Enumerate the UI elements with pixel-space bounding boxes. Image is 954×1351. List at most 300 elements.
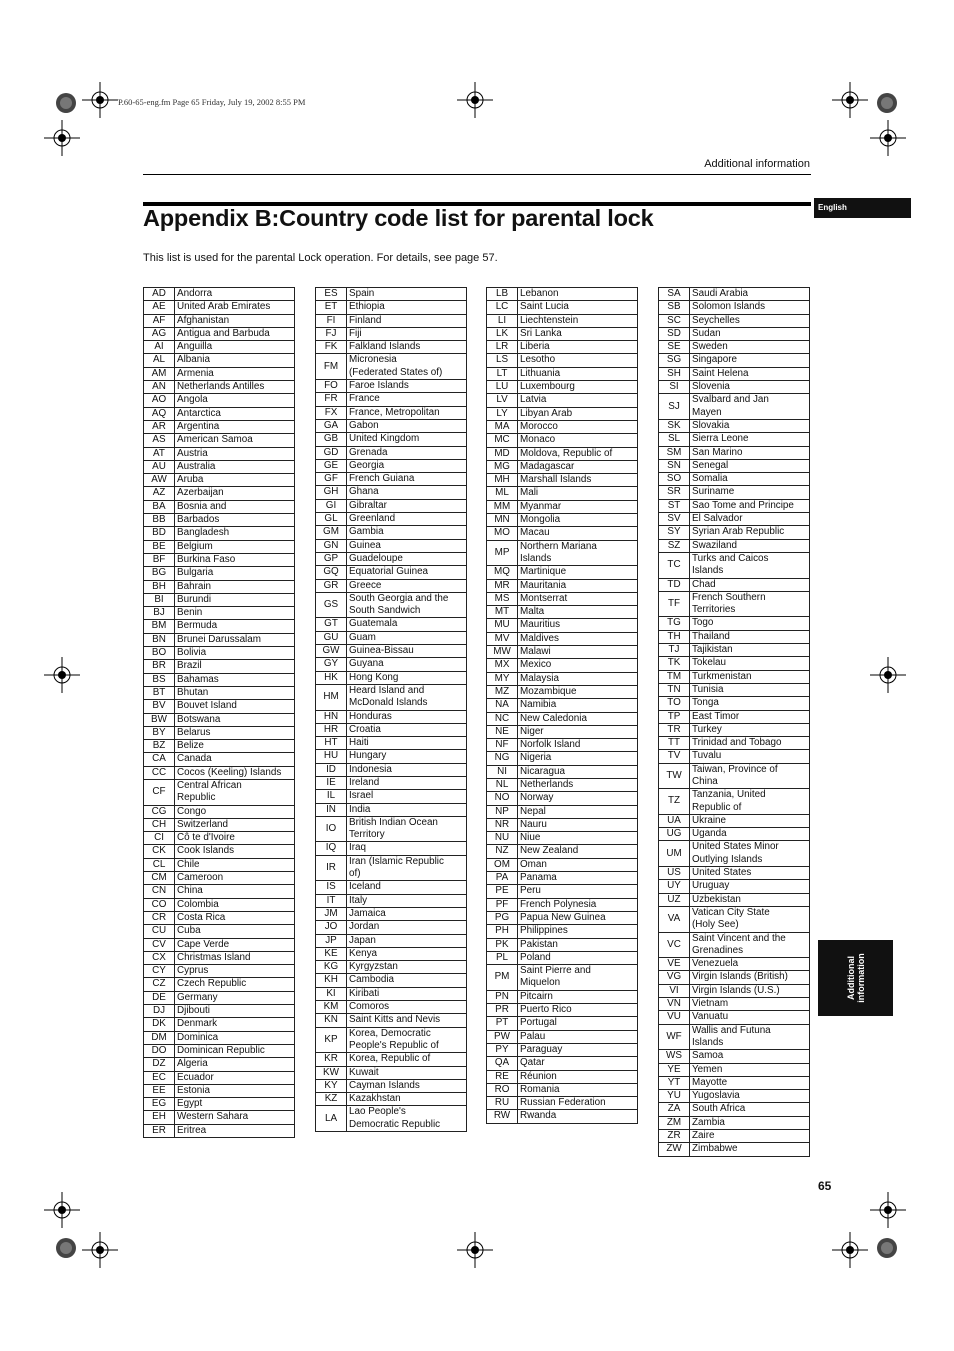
table-row (316, 327, 467, 340)
table-row (659, 578, 810, 591)
country-name: Sri Lanka (518, 327, 638, 340)
country-code: KE (316, 947, 347, 960)
country-name: Vatican City State (Holy See) (690, 906, 810, 932)
country-code: MT (487, 606, 518, 619)
country-name: Antarctica (175, 407, 295, 420)
table-row (487, 487, 638, 500)
country-name: Micronesia (Federated States of) (347, 354, 467, 380)
country-code: EH (144, 1111, 175, 1124)
country-name: United States Minor Outlying Islands (690, 841, 810, 867)
country-table-col2 (315, 287, 467, 1132)
country-code: IQ (316, 842, 347, 855)
country-code: TP (659, 710, 690, 723)
country-name: Mexico (518, 659, 638, 672)
country-code: IE (316, 776, 347, 789)
table-row (316, 763, 467, 776)
country-name: Italy (347, 894, 467, 907)
country-code: VG (659, 971, 690, 984)
table-row (659, 591, 810, 617)
country-code: AG (144, 327, 175, 340)
table-row (487, 540, 638, 566)
country-code: LT (487, 367, 518, 380)
country-name: Turkmenistan (690, 670, 810, 683)
country-code: SL (659, 433, 690, 446)
country-name: Bosnia and (175, 500, 295, 513)
table-row (144, 354, 295, 367)
country-name: Tuvalu (690, 750, 810, 763)
country-name: Switzerland (175, 818, 295, 831)
table-row (487, 752, 638, 765)
country-code: VN (659, 998, 690, 1011)
country-code: IN (316, 803, 347, 816)
table-row (144, 447, 295, 460)
country-code: GT (316, 618, 347, 631)
country-name: China (175, 885, 295, 898)
table-row (316, 947, 467, 960)
country-code: GM (316, 526, 347, 539)
country-code: CR (144, 911, 175, 924)
country-code: GA (316, 419, 347, 432)
country-code: RW (487, 1110, 518, 1123)
country-name: Georgia (347, 459, 467, 472)
country-code: BM (144, 620, 175, 633)
country-code: ES (316, 288, 347, 301)
country-code: TW (659, 763, 690, 789)
country-name: Uganda (690, 828, 810, 841)
country-code: SH (659, 367, 690, 380)
country-name: Cameroon (175, 872, 295, 885)
country-name: Afghanistan (175, 314, 295, 327)
country-code: GF (316, 473, 347, 486)
country-code: MC (487, 434, 518, 447)
country-code: CY (144, 965, 175, 978)
country-code: SE (659, 341, 690, 354)
table-row (487, 632, 638, 645)
country-code: AO (144, 394, 175, 407)
country-name: American Samoa (175, 434, 295, 447)
country-name: Lebanon (518, 288, 638, 301)
country-name: Puerto Rico (518, 1004, 638, 1017)
country-code: UZ (659, 893, 690, 906)
country-name: Samoa (690, 1050, 810, 1063)
table-row (316, 486, 467, 499)
country-code: MM (487, 500, 518, 513)
country-code: AD (144, 288, 175, 301)
language-tab: English (814, 198, 911, 218)
table-row (144, 740, 295, 753)
table-row (144, 885, 295, 898)
country-code: PT (487, 1017, 518, 1030)
country-name: Tonga (690, 697, 810, 710)
table-row (487, 938, 638, 951)
table-row (144, 1098, 295, 1111)
country-name: Egypt (175, 1098, 295, 1111)
table-row (316, 1106, 467, 1132)
country-name: Wallis and Futuna Islands (690, 1024, 810, 1050)
country-code: FJ (316, 327, 347, 340)
country-name: Saint Helena (690, 367, 810, 380)
table-row (316, 790, 467, 803)
country-name: Dominica (175, 1031, 295, 1044)
country-code: GQ (316, 566, 347, 579)
country-name: Saint Lucia (518, 301, 638, 314)
country-name: Cape Verde (175, 938, 295, 951)
country-code: AI (144, 341, 175, 354)
table-row (487, 1070, 638, 1083)
country-name: Niue (518, 832, 638, 845)
table-row (659, 499, 810, 512)
country-code: BT (144, 686, 175, 699)
country-code: LC (487, 301, 518, 314)
country-code: NO (487, 792, 518, 805)
table-row (316, 881, 467, 894)
table-row (487, 765, 638, 778)
table-row (144, 620, 295, 633)
country-code: BH (144, 580, 175, 593)
country-name: Libyan Arab (518, 407, 638, 420)
table-row (659, 880, 810, 893)
table-row (659, 341, 810, 354)
country-name: Kenya (347, 947, 467, 960)
table-row (316, 1079, 467, 1092)
table-row (144, 381, 295, 394)
country-code: TK (659, 657, 690, 670)
table-row (144, 1071, 295, 1084)
table-row (144, 911, 295, 924)
table-row (659, 1076, 810, 1089)
country-code: MU (487, 619, 518, 632)
country-name: Norfolk Island (518, 739, 638, 752)
table-row (659, 381, 810, 394)
country-code: VC (659, 932, 690, 958)
country-code: NP (487, 805, 518, 818)
country-name: New Zealand (518, 845, 638, 858)
country-code: FK (316, 341, 347, 354)
country-name: Bermuda (175, 620, 295, 633)
country-name: Namibia (518, 699, 638, 712)
table-row (316, 473, 467, 486)
table-row (144, 593, 295, 606)
country-code: FX (316, 406, 347, 419)
country-code: RO (487, 1083, 518, 1096)
table-row (487, 354, 638, 367)
country-name: Sweden (690, 341, 810, 354)
country-name: Uruguay (690, 880, 810, 893)
country-code: SK (659, 419, 690, 432)
country-code: ZR (659, 1130, 690, 1143)
country-code: BJ (144, 607, 175, 620)
country-code: BF (144, 553, 175, 566)
table-row (316, 710, 467, 723)
country-code: MW (487, 646, 518, 659)
country-name: Vietnam (690, 998, 810, 1011)
country-code: LV (487, 394, 518, 407)
country-code: CA (144, 753, 175, 766)
country-code: HK (316, 671, 347, 684)
country-code: GB (316, 433, 347, 446)
country-code: UY (659, 880, 690, 893)
country-name: Ecuador (175, 1071, 295, 1084)
table-row (487, 685, 638, 698)
country-code: DE (144, 991, 175, 1004)
country-code: TR (659, 723, 690, 736)
table-row (316, 907, 467, 920)
country-code: KG (316, 961, 347, 974)
country-name: Turks and Caicos Islands (690, 552, 810, 578)
table-row (144, 487, 295, 500)
country-code: AU (144, 460, 175, 473)
table-row (316, 314, 467, 327)
table-row (316, 671, 467, 684)
country-code: DJ (144, 1005, 175, 1018)
country-name: Gabon (347, 419, 467, 432)
table-row (659, 367, 810, 380)
table-row (144, 686, 295, 699)
table-row (659, 932, 810, 958)
country-code: KY (316, 1079, 347, 1092)
country-code: TF (659, 591, 690, 617)
table-row (487, 407, 638, 420)
country-code: AL (144, 354, 175, 367)
table-row (487, 951, 638, 964)
country-name: Australia (175, 460, 295, 473)
country-code: PH (487, 925, 518, 938)
table-row (144, 1111, 295, 1124)
country-code: SO (659, 473, 690, 486)
country-code: LU (487, 381, 518, 394)
country-name: Korea, Democratic People's Republic of (347, 1027, 467, 1053)
country-code: BY (144, 726, 175, 739)
table-row (316, 631, 467, 644)
country-code: MN (487, 514, 518, 527)
table-row (487, 341, 638, 354)
country-code: GI (316, 499, 347, 512)
table-row (316, 684, 467, 710)
country-code: BA (144, 500, 175, 513)
table-row (316, 406, 467, 419)
country-code: CN (144, 885, 175, 898)
country-code: RE (487, 1070, 518, 1083)
table-row (316, 974, 467, 987)
table-row (144, 726, 295, 739)
country-code: CL (144, 858, 175, 871)
country-name: Cuba (175, 925, 295, 938)
country-code: AM (144, 367, 175, 380)
country-code: SY (659, 526, 690, 539)
country-name: Slovenia (690, 381, 810, 394)
country-name: Belize (175, 740, 295, 753)
country-name: Kuwait (347, 1066, 467, 1079)
country-name: Croatia (347, 723, 467, 736)
country-code: AE (144, 301, 175, 314)
table-row (487, 1004, 638, 1017)
country-name: Heard Island and McDonald Islands (347, 684, 467, 710)
country-name: Lao People's Democratic Republic (347, 1106, 467, 1132)
country-name: Colombia (175, 898, 295, 911)
table-row (487, 805, 638, 818)
country-code: IL (316, 790, 347, 803)
page-number: 65 (818, 1179, 832, 1193)
table-row (316, 288, 467, 301)
country-name: Qatar (518, 1057, 638, 1070)
country-code: BR (144, 660, 175, 673)
country-name: Solomon Islands (690, 301, 810, 314)
country-name: Maldives (518, 632, 638, 645)
table-row (144, 660, 295, 673)
country-code: CU (144, 925, 175, 938)
table-row (316, 526, 467, 539)
country-name: Tokelau (690, 657, 810, 670)
table-row (487, 579, 638, 592)
country-code: AZ (144, 487, 175, 500)
table-row (144, 713, 295, 726)
table-row (316, 566, 467, 579)
country-code: SN (659, 459, 690, 472)
country-name: French Polynesia (518, 898, 638, 911)
country-name: France (347, 393, 467, 406)
country-name: Spain (347, 288, 467, 301)
country-name: Trinidad and Tobago (690, 737, 810, 750)
country-name: Mongolia (518, 514, 638, 527)
table-row (487, 818, 638, 831)
country-name: Congo (175, 805, 295, 818)
table-row (316, 618, 467, 631)
country-name: Zimbabwe (690, 1143, 810, 1156)
country-name: Svalbard and Jan Mayen (690, 394, 810, 420)
country-code: BS (144, 673, 175, 686)
table-row (487, 739, 638, 752)
country-code: GH (316, 486, 347, 499)
table-row (659, 710, 810, 723)
table-row (316, 301, 467, 314)
table-row (487, 1110, 638, 1123)
country-name: Eritrea (175, 1124, 295, 1137)
country-name: Albania (175, 354, 295, 367)
table-row (487, 925, 638, 938)
country-code: TZ (659, 789, 690, 815)
table-row (316, 987, 467, 1000)
country-name: Cô te d'Ivoire (175, 832, 295, 845)
table-row (659, 906, 810, 932)
table-row (144, 527, 295, 540)
table-row (659, 1024, 810, 1050)
country-code: NZ (487, 845, 518, 858)
country-name: Equatorial Guinea (347, 566, 467, 579)
country-name: Norway (518, 792, 638, 805)
table-row (144, 567, 295, 580)
country-name: Chile (175, 858, 295, 871)
country-name: India (347, 803, 467, 816)
table-row (316, 579, 467, 592)
country-code: PR (487, 1004, 518, 1017)
country-name: Fiji (347, 327, 467, 340)
country-code: CH (144, 818, 175, 831)
country-code: KI (316, 987, 347, 1000)
table-row (659, 763, 810, 789)
table-row (659, 670, 810, 683)
country-code: PF (487, 898, 518, 911)
country-code: HN (316, 710, 347, 723)
country-name: Guyana (347, 658, 467, 671)
country-name: Tunisia (690, 683, 810, 696)
country-code: VA (659, 906, 690, 932)
table-row (487, 990, 638, 1003)
table-row (144, 832, 295, 845)
section-heading: Additional information (704, 158, 810, 170)
country-code: PW (487, 1030, 518, 1043)
table-row (316, 393, 467, 406)
country-code: FO (316, 380, 347, 393)
section-tab-line2: information (855, 953, 866, 1003)
country-code: VU (659, 1011, 690, 1024)
country-name: Pakistan (518, 938, 638, 951)
country-name: Mali (518, 487, 638, 500)
country-name: Vanuatu (690, 1011, 810, 1024)
country-code: RU (487, 1097, 518, 1110)
country-code: BB (144, 514, 175, 527)
country-name: Pitcairn (518, 990, 638, 1003)
table-row (144, 407, 295, 420)
country-name: East Timor (690, 710, 810, 723)
country-name: Northern Mariana Islands (518, 540, 638, 566)
table-row (659, 697, 810, 710)
country-name: Belgium (175, 540, 295, 553)
country-name: Oman (518, 858, 638, 871)
intro-text: This list is used for the parental Lock operation. For details, see page 57. (143, 252, 498, 264)
table-row (316, 855, 467, 881)
table-row (144, 540, 295, 553)
table-row (487, 778, 638, 791)
country-code: SZ (659, 539, 690, 552)
header-rule (143, 174, 811, 175)
table-row (659, 1103, 810, 1116)
table-row (487, 1017, 638, 1030)
country-code: LS (487, 354, 518, 367)
country-code: BW (144, 713, 175, 726)
country-name: Guatemala (347, 618, 467, 631)
table-row (659, 288, 810, 301)
table-row (487, 646, 638, 659)
country-name: Germany (175, 991, 295, 1004)
table-row (316, 539, 467, 552)
country-name: Morocco (518, 420, 638, 433)
country-name: Gambia (347, 526, 467, 539)
country-name: Malawi (518, 646, 638, 659)
country-name: Hong Kong (347, 671, 467, 684)
country-name: Saint Kitts and Nevis (347, 1014, 467, 1027)
country-code: CK (144, 845, 175, 858)
country-code: CZ (144, 978, 175, 991)
country-code: DK (144, 1018, 175, 1031)
table-row (316, 354, 467, 380)
country-code: MG (487, 460, 518, 473)
country-code: CC (144, 766, 175, 779)
country-name: Christmas Island (175, 951, 295, 964)
country-name: Brazil (175, 660, 295, 673)
table-row (487, 327, 638, 340)
country-name: Montserrat (518, 592, 638, 605)
table-row (487, 460, 638, 473)
table-row (487, 288, 638, 301)
country-name: Liechtenstein (518, 314, 638, 327)
country-name: Jordan (347, 921, 467, 934)
country-name: Niger (518, 725, 638, 738)
country-name: Israel (347, 790, 467, 803)
country-code: PK (487, 938, 518, 951)
country-name: French Southern Territories (690, 591, 810, 617)
country-name: Estonia (175, 1084, 295, 1097)
country-code: JP (316, 934, 347, 947)
